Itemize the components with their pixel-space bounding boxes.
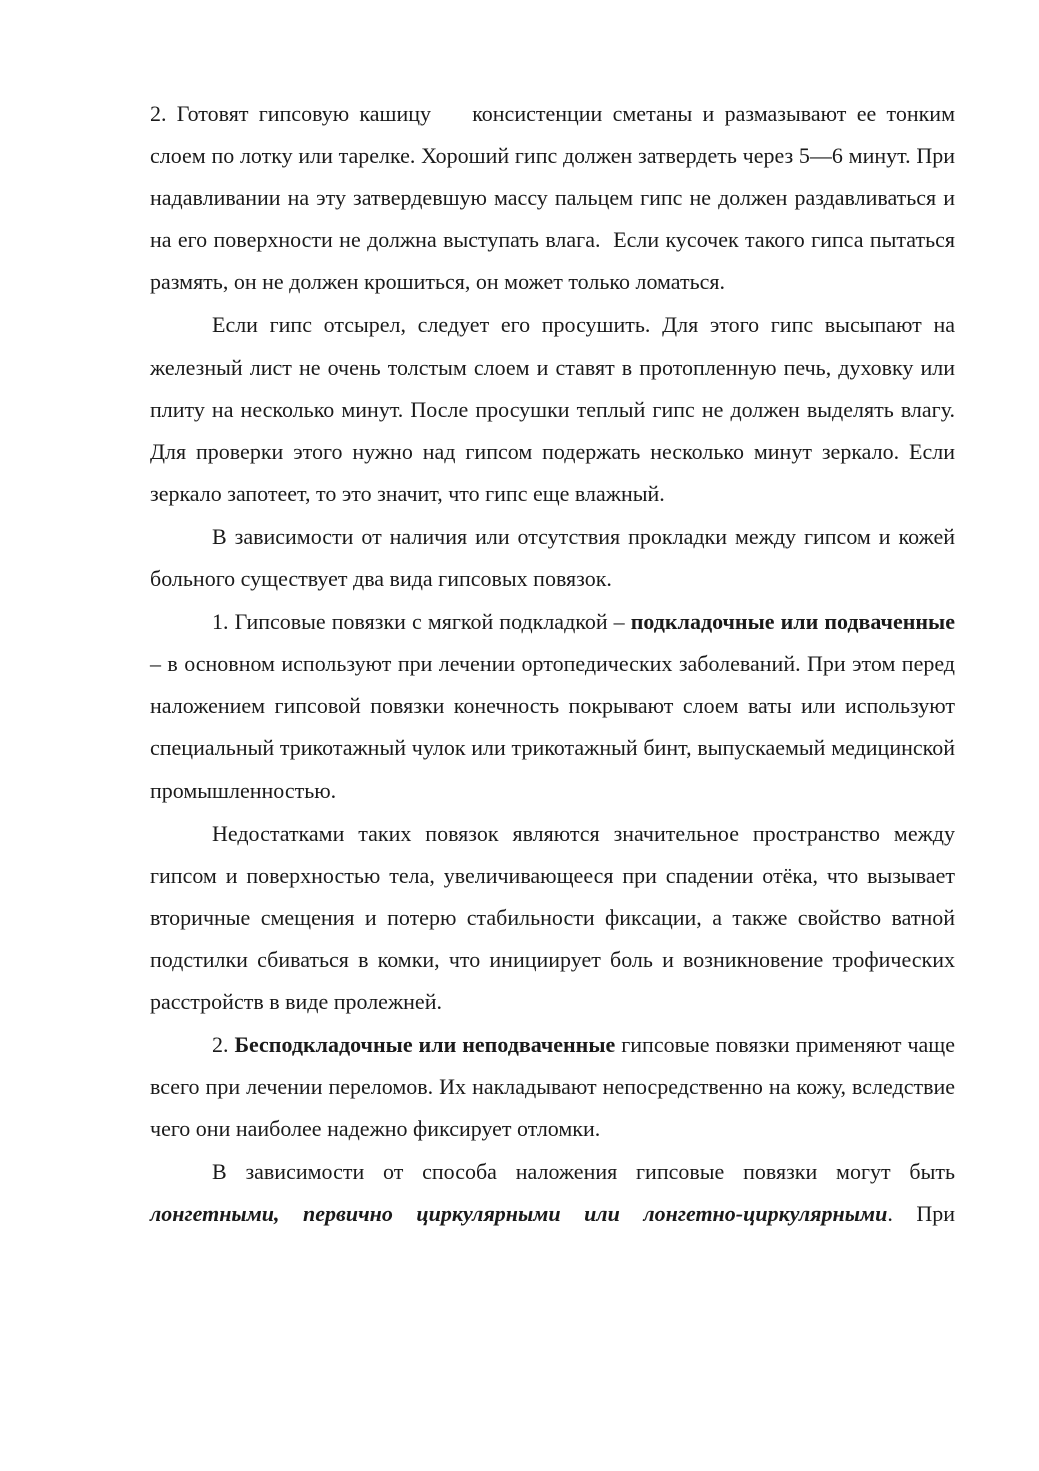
paragraph-padded-drawbacks: Недостатками таких повязок являются значительное пространство между гипсом и поверхностью тела, увеличивающееся при спадении отёка, что вызывает вторичные смещения и потерю стабильности фиксации, а также свойство ватной подстилки сбиваться в комки, что инициирует боль и возникновение трофических расстройств в виде пролежней. — [150, 820, 955, 1014]
paragraph-plaster-preparation: 2. Готовят гипсовую кашицу консистенции сметаны и размазывают ее тонким слоем по лотку или тарелке. Хороший гипс должен затвердеть через 5—6 минут. При надавливании на эту затвердевшую массу пальцем гипс не должен раздавливаться и на его поверхности не должна выступать влага. Если кусочек такого гипса пытаться размять, он не должен крошиться, он может только ломаться. — [150, 101, 988, 295]
paragraph-application-methods — [150, 1151, 955, 1235]
padded-rest-text: – в основном используют при лечении ортопедических заболеваний. При этом перед наложением гипсовой повязки конечность покрывают слоем ваты или используют специальный трикотажный чулок или трикотажный бинт, выпускаемый медицинской промышленностью. — [150, 651, 955, 803]
document-page — [150, 93, 988, 1236]
paragraph-plaster-drying: Если гипс отсырел, следует его просушить. Для этого гипс высыпают на железный лист не очень толстым слоем и ставят в протопленную печь, духовку или плиту на несколько минут. После просушки теплый гипс не должен выделять влагу. Для проверки этого нужно над гипсом подержать несколько минут зеркало. Если зеркало запотеет, то это значит, что гипс еще влажный. — [150, 312, 955, 506]
unpadded-term: Бесподкладочные или неподваченные — [234, 1032, 616, 1058]
paragraph-bandage-types-intro: В зависимости от наличия или отсутствия прокладки между гипсом и кожей больного существует два вида гипсовых повязок. — [150, 523, 955, 592]
padded-term: подкладочные или подваченные — [630, 609, 955, 635]
paragraph-unpadded-bandages — [150, 1024, 955, 1150]
methods-rest-text: . При — [887, 1201, 955, 1227]
methods-terms: лонгетными, первично циркулярными или лонгетно-циркулярными — [150, 1201, 888, 1227]
unpadded-rest-text: гипсовые повязки применяют чаще всего при лечении переломов. Их накладывают непосредственно на кожу, вследствие чего они наиболее надежно фиксирует отломки. — [150, 1032, 955, 1142]
paragraph-padded-bandages — [150, 601, 955, 811]
unpadded-lead-text: 2. — [212, 1032, 235, 1058]
methods-lead-text: В зависимости от способа наложения гипсовые повязки могут быть — [212, 1159, 955, 1185]
padded-lead-text: 1. Гипсовые повязки с мягкой подкладкой – — [212, 609, 631, 635]
